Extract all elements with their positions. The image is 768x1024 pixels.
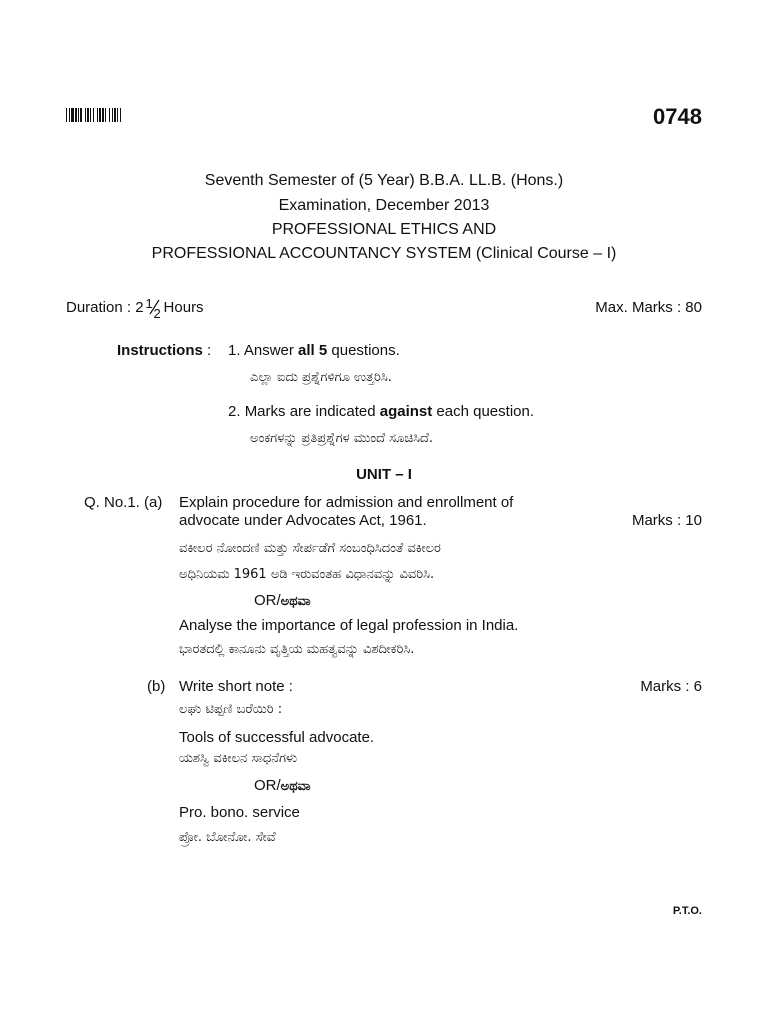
duration-label: Duration : 2 [66, 299, 144, 316]
question-1-label [84, 494, 162, 511]
instruction-text-end: each question. [432, 403, 535, 420]
q1b-option-1-kannada: ಯಶಸ್ವಿ ವಕೀಲನ ಸಾಧನೆಗಳು [179, 751, 298, 766]
q1b-option-2: Pro. bono. service [179, 804, 300, 821]
or-kannada: ಅಥವಾ [280, 594, 311, 609]
q1a-line-2: advocate under Advocates Act, 1961. [179, 512, 427, 529]
instruction-number: 2. [228, 403, 241, 420]
part-b-label: (b) [147, 678, 166, 695]
pto-note: P.T.O. [672, 905, 702, 917]
q1a-or [254, 592, 311, 609]
paper-code: 0748 [653, 104, 702, 129]
duration-suffix: Hours [163, 299, 204, 316]
instruction-2 [228, 403, 534, 420]
or-kannada: ಅಥವಾ [280, 779, 311, 794]
q1b-option-1: Tools of successful advocate. [179, 729, 375, 746]
instructions-heading: Instructions [117, 342, 203, 359]
q1b-option-2-kannada: ಪ್ರೋ. ಬೋನೋ. ಸೇವೆ [179, 830, 276, 845]
q1a-alternative: Analyse the importance of legal profession in India. [179, 617, 519, 634]
instructions-colon: : [207, 342, 212, 359]
part-a-label: (a) [144, 494, 163, 511]
q1a-marks: Marks : 10 [631, 512, 702, 529]
instruction-2-kannada: ಅಂಕಗಳನ್ನು ಪ್ರತಿಪ್ರಶ್ನೆಗಳ ಮುಂದೆ ಸೂಚಿಸಿದೆ. [250, 431, 434, 446]
instruction-1-kannada: ಎಲ್ಲಾ ಐದು ಪ್ರಶ್ನೆಗಳಿಗೂ ಉತ್ತರಿಸಿ. [250, 370, 392, 385]
half-fraction [144, 296, 164, 322]
max-marks: Max. Marks : 80 [595, 299, 702, 316]
instruction-number: 1. [228, 342, 241, 359]
q1b-line-1: Write short note : [179, 678, 293, 695]
q1a-kannada-2: ಅಧಿನಿಯಮ 1961 ಅಡಿ ಇರುವಂತಹ ವಿಧಾನವನ್ನು ವಿವರಿಸಿ. [179, 567, 435, 582]
q1b-marks: Marks : 6 [640, 678, 702, 695]
q1a-line-1: Explain procedure for admission and enrollment of [179, 494, 514, 511]
instruction-1 [228, 342, 400, 359]
heading-line-4: PROFESSIONAL ACCOUNTANCY SYSTEM (Clinical Course – I) [151, 245, 617, 262]
instruction-text-end: questions. [327, 342, 400, 359]
or-text: OR/ [254, 592, 281, 609]
heading-line-1: Seventh Semester of (5 Year) B.B.A. LL.B. (Hons.) [204, 172, 564, 189]
instruction-emphasis: against [379, 403, 433, 420]
q1a-kannada-1: ವಕೀಲರ ನೋಂದಣಿ ಮತ್ತು ಸೇರ್ಪಡೆಗೆ ಸಂಬಂಧಿಸಿದಂತೆ ವಕೀಲರ [179, 541, 441, 556]
fraction-numerator: 1 [145, 296, 153, 312]
barcode [66, 108, 148, 122]
q1b-kannada-1: ಲಘು ಟಿಪ್ಪಣಿ ಬರೆಯಿರಿ : [179, 702, 283, 717]
heading-line-3: PROFESSIONAL ETHICS AND [271, 221, 497, 238]
unit-heading: UNIT – I [356, 466, 412, 483]
instruction-text: Answer [243, 342, 299, 359]
heading-line-2: Examination, December 2013 [278, 197, 490, 214]
q1a-alternative-kannada: ಭಾರತದಲ್ಲಿ ಕಾನೂನು ವೃತ್ತಿಯ ಮಹತ್ವವನ್ನು ವಿಶದೀಕರಿಸಿ. [179, 642, 415, 657]
fraction-denominator: 2 [153, 306, 161, 322]
instructions-label [117, 342, 211, 359]
q1b-or [254, 777, 311, 794]
duration [66, 296, 204, 322]
or-text: OR/ [254, 777, 281, 794]
instruction-emphasis: all 5 [298, 342, 328, 359]
instruction-text: Marks are indicated [244, 403, 380, 420]
question-number: Q. No.1. [84, 494, 140, 511]
